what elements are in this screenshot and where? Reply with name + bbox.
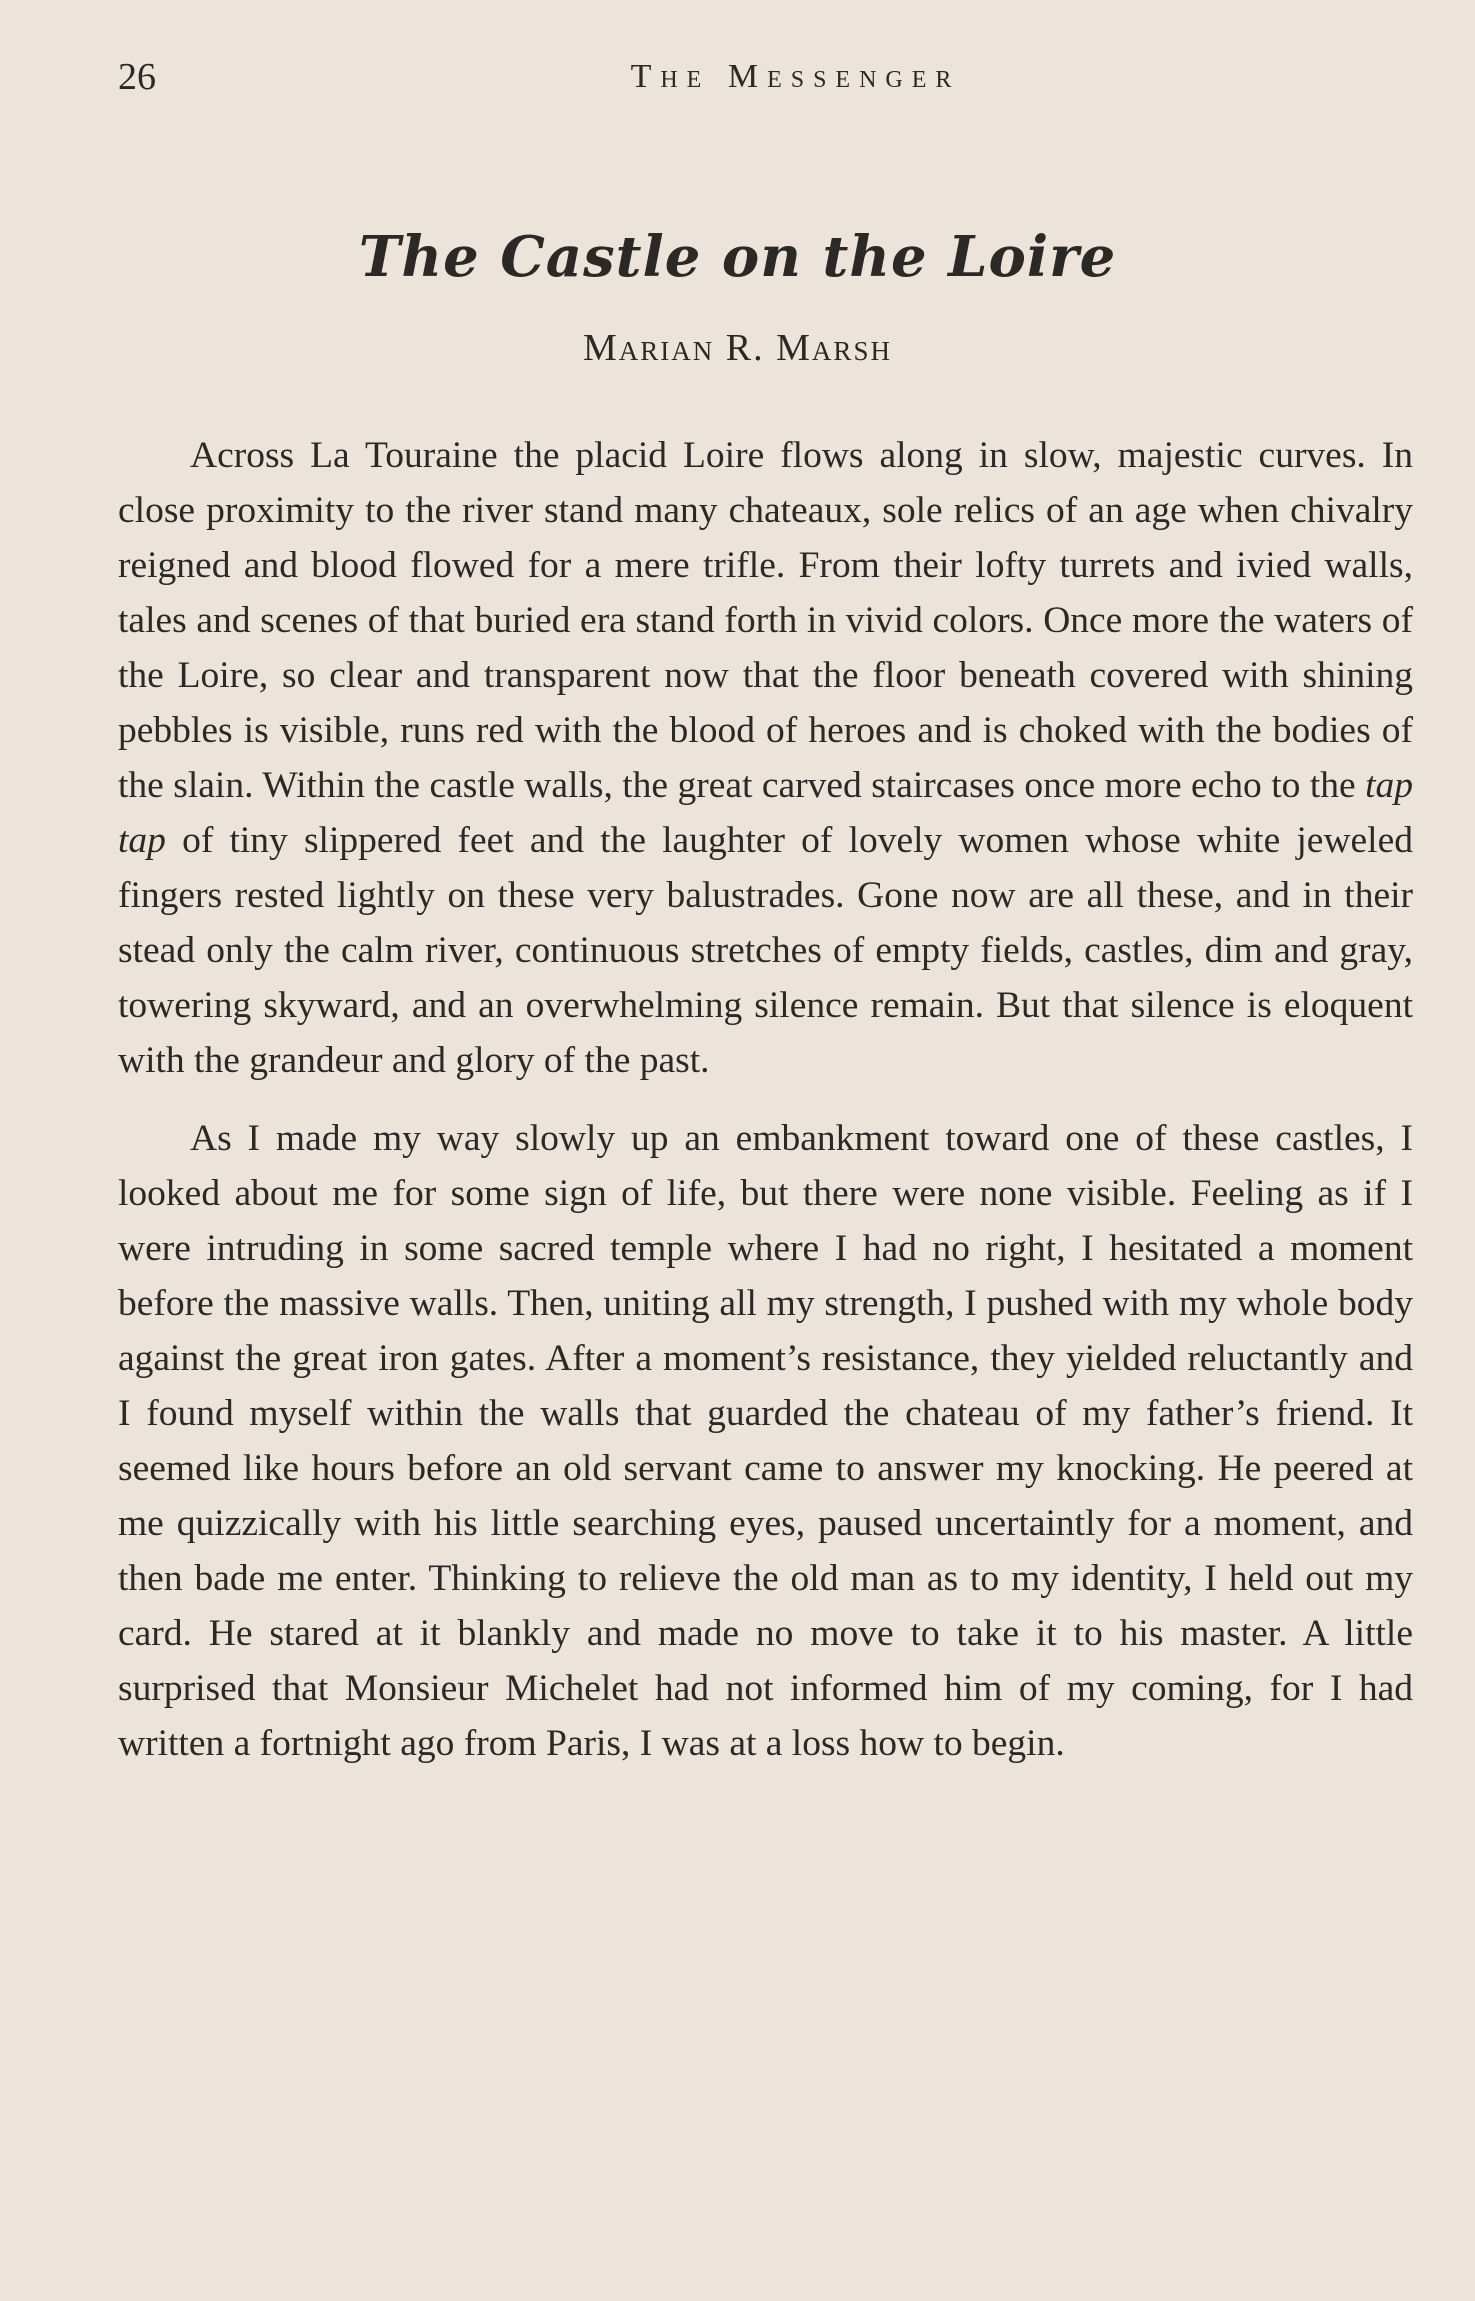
page-number: 26 (118, 56, 156, 98)
article-body (118, 428, 1413, 1771)
article-author: Marian R. Marsh (583, 327, 892, 369)
paragraph-1-text-after: of tiny slippered feet and the laughter of lovely women whose white jeweled fingers rested lightly on these very balustrades. Gone now are all these, and in their stead only the calm river, continuous stretches of empty fields, castles, dim and gray, towering skyward, and an overwhelming silence remain. But that silence is eloquent with the grandeur and glory of the past. (118, 820, 1413, 1081)
article-title: The Castle on the Loire (358, 224, 1117, 290)
running-title: The Messenger (630, 58, 961, 95)
paragraph-1-text-before: Across La Touraine the placid Loire flows along in slow, majestic curves. In close proximity to the river stand many chateaux, sole relics of an age when chivalry reigned and blood flowed for a mere trifle. From their lofty turrets and ivied walls, tales and scenes of that buried era stand forth in vivid colors. Once more the waters of the Loire, so clear and transparent now that the floor beneath covered with shining pebbles is visible, runs red with the blood of heroes and is choked with the bodies of the slain. Within the castle walls, the great carved staircases once more echo to the (118, 435, 1413, 806)
paragraph-1 (118, 428, 1413, 1088)
paragraph-2: As I made my way slowly up an embankment toward one of these castles, I looked about me for some sign of life, but there were none visible. Feeling as if I were intruding in some sacred temple where I had no right, I hesitated a moment before the massive walls. Then, uniting all my strength, I pushed with my whole body against the great iron gates. After a moment’s resistance, they yielded reluctantly and I found myself within the walls that guarded the chateau of my father’s friend. It seemed like hours before an old servant came to answer my knocking. He peered at me quizzically with his little searching eyes, paused uncertaintly for a moment, and then bade me enter. Thinking to relieve the old man as to my identity, I held out my card. He stared at it blankly and made no move to take it to his master. A little surprised that Monsieur Michelet had not informed him of my coming, for I had written a fortnight ago from Paris, I was at a loss how to begin. (118, 1118, 1413, 1764)
paragraph-1-emphasis: tap tap (118, 765, 1413, 861)
page-header (118, 52, 1413, 102)
